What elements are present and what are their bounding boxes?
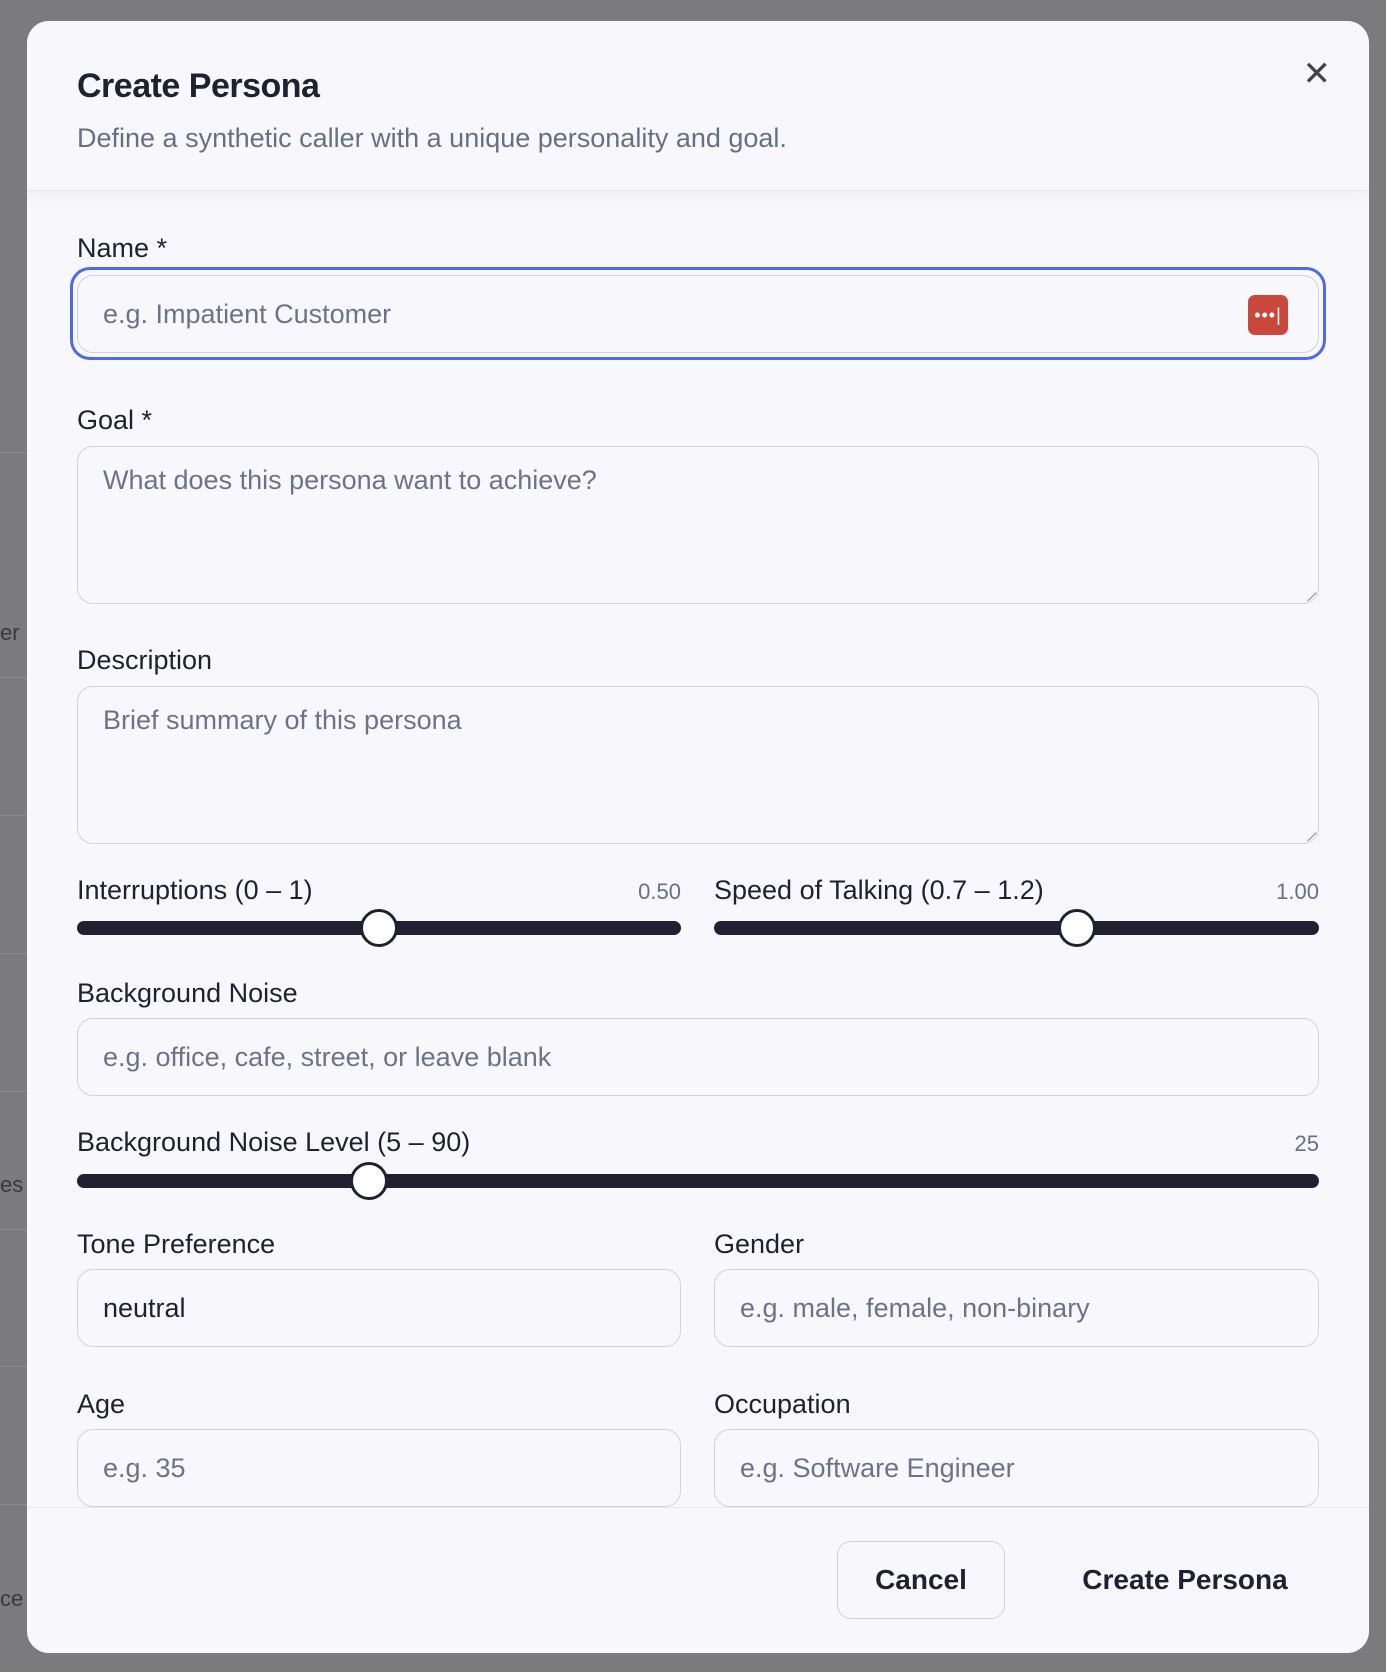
- age-label: Age: [77, 1389, 126, 1419]
- dialog-header: [27, 21, 1369, 191]
- noise-level-slider[interactable]: [77, 1174, 1319, 1188]
- interruptions-slider[interactable]: [77, 921, 681, 935]
- description-label: Description: [77, 645, 213, 675]
- background-divider: [0, 677, 30, 678]
- background-text: er: [0, 620, 20, 645]
- speed-label: Speed of Talking (0.7 – 1.2): [714, 875, 1044, 905]
- background-noise-placeholder: e.g. office, cafe, street, or leave blank: [103, 1041, 552, 1072]
- password-manager-icon[interactable]: •••|: [1248, 295, 1288, 335]
- background-divider: [0, 1091, 30, 1092]
- noise-level-value: 25: [1294, 1131, 1319, 1156]
- create-persona-button[interactable]: Create Persona: [1082, 1564, 1288, 1595]
- background-text: ce: [0, 1586, 24, 1611]
- tone-input[interactable]: [77, 1269, 681, 1347]
- description-placeholder: Brief summary of this persona: [103, 705, 462, 735]
- gender-placeholder: e.g. male, female, non-binary: [740, 1292, 1090, 1323]
- create-persona-dialog: [27, 21, 1369, 1653]
- name-label: Name *: [77, 233, 168, 263]
- background-divider: [0, 1366, 30, 1367]
- occupation-input[interactable]: [714, 1429, 1319, 1507]
- occupation-label: Occupation: [714, 1389, 851, 1419]
- background-divider: [0, 1229, 30, 1230]
- name-input[interactable]: [77, 275, 1319, 353]
- interruptions-label: Interruptions (0 – 1): [77, 875, 313, 905]
- gender-label: Gender: [714, 1229, 805, 1259]
- occupation-placeholder: e.g. Software Engineer: [740, 1452, 1015, 1483]
- background-divider: [0, 953, 30, 954]
- slider-thumb[interactable]: [350, 1162, 388, 1200]
- goal-placeholder: What does this persona want to achieve?: [103, 465, 597, 495]
- dialog-title: Create Persona: [77, 67, 320, 105]
- background-divider: [0, 815, 30, 816]
- name-placeholder: e.g. Impatient Customer: [103, 298, 392, 329]
- speed-value: 1.00: [1276, 879, 1319, 904]
- background-text: es: [0, 1172, 24, 1197]
- close-icon[interactable]: ✕: [1302, 55, 1331, 93]
- tone-value: neutral: [103, 1292, 186, 1323]
- age-input[interactable]: [77, 1429, 681, 1507]
- speed-slider[interactable]: [714, 921, 1319, 935]
- cancel-button[interactable]: Cancel: [837, 1541, 1005, 1619]
- goal-textarea[interactable]: [77, 446, 1319, 604]
- age-placeholder: e.g. 35: [103, 1452, 186, 1483]
- interruptions-value: 0.50: [638, 879, 681, 904]
- background-noise-label: Background Noise: [77, 978, 298, 1008]
- gender-input[interactable]: [714, 1269, 1319, 1347]
- background-divider: [0, 1504, 30, 1505]
- description-textarea[interactable]: [77, 686, 1319, 844]
- slider-thumb[interactable]: [360, 909, 398, 947]
- slider-thumb[interactable]: [1058, 909, 1096, 947]
- noise-level-label: Background Noise Level (5 – 90): [77, 1127, 471, 1157]
- resize-handle-icon[interactable]: [1300, 825, 1317, 842]
- goal-label: Goal *: [77, 405, 153, 435]
- background-divider: [0, 452, 30, 453]
- tone-label: Tone Preference: [77, 1229, 276, 1259]
- dialog-subtitle: Define a synthetic caller with a unique personality and goal.: [77, 123, 787, 153]
- background-noise-input[interactable]: [77, 1018, 1319, 1096]
- resize-handle-icon[interactable]: [1300, 585, 1317, 602]
- dialog-footer: [27, 1507, 1369, 1653]
